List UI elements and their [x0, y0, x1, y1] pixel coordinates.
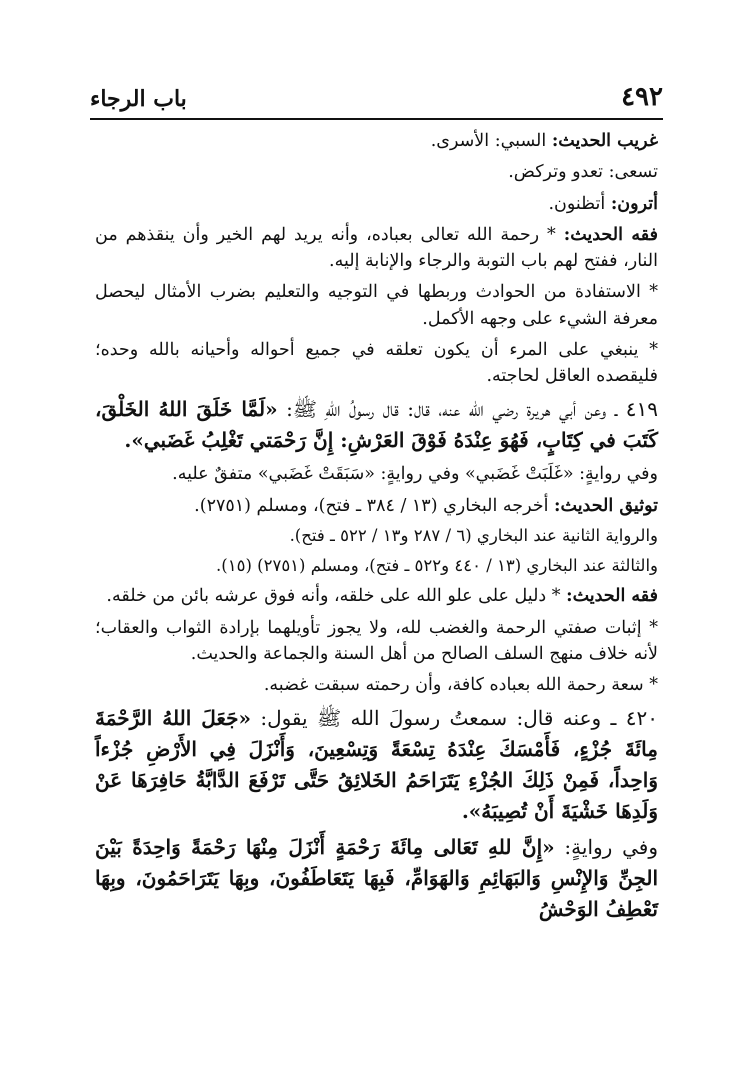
gharib-text-3: أتظنون. [548, 193, 606, 214]
riwaya-2-quote: «إِنَّ للهِ تَعَالى مِائَةَ رَحْمَةٍ أَنْزَلَ مِنْهَا رَحْمَةً وَاحِدَةً بَيْنَ الجِنِّ وَالإِنْسِ وَالبَهَائِمِ وَالهَوَامِّ، فَبِهَا يَتَعَاطَفُونَ، وبِهَا يَتَرَاحَمُونَ، وبِهَا تَعْطِفُ الوَحْشُ [95, 835, 658, 922]
fiqh-text-4: * دليل على علو الله على خلقه، وأنه فوق عرشه بائن من خلقه. [106, 586, 561, 607]
fiqh-heading-2: فقه الحديث: [566, 586, 658, 607]
running-header [90, 82, 663, 120]
riwaya-2-intro: وفي روايةٍ: [564, 835, 658, 860]
tawthiq-text-1: أخرجه البخاري (١٣ / ٣٨٤ ـ فتح)، ومسلم (٢٧٥١). [194, 495, 549, 516]
chapter-title: باب الرجاء [90, 86, 187, 112]
gharib-heading: غريب الحديث: [551, 131, 658, 151]
hadith-419 [95, 394, 713, 456]
fiqh-paragraph-3: * ينبغي على المرء أن يكون تعلقه في جميع أحواله وأحيانه بالله وحده؛ فليقصده العاقل لحاجته. [95, 339, 658, 386]
fiqh-paragraph-4 [95, 583, 713, 609]
fiqh-paragraph-1 [95, 222, 713, 275]
gharib-text-1: السبي: الأسرى. [430, 131, 547, 151]
hadith-419-intro: ٤١٩ ـ وعن أبي هريرة رضي الله عنه، قال: قال رسولُ اللهِ ﷺ: [286, 397, 658, 422]
hadith-420-intro: ٤٢٠ ـ وعنه قال: سمعتُ رسولَ الله ﷺ يقول: [260, 706, 658, 731]
fiqh-heading-1: فقه الحديث: [563, 224, 658, 245]
riwaya-1: وفي روايةٍ: «غَلَبَتْ غَضَبي» وفي روايةٍ: «سَبَقَتْ غَضَبي» متفقٌ عليه. [172, 464, 658, 485]
fiqh-text-1: * رحمة الله تعالى بعباده، وأنه يريد لهم الخير وأن ينقذهم من النار، ففتح لهم باب التوبة والرجاء والإنابة إليه. [95, 224, 658, 271]
tawthiq-line-1 [95, 493, 713, 519]
gharib-line-2: تسعى: تعدو وتركض. [508, 162, 658, 183]
tawthiq-line-2: والرواية الثانية عند البخاري (٦ / ٢٨٧ و١٣ / ٥٢٢ ـ فتح). [289, 525, 658, 545]
fiqh-paragraph-5: * إثبات صفتي الرحمة والغضب لله، ولا يجوز تأويلهما بإرادة الثواب والعقاب؛ لأنه خلاف منهج السلف الصالح من أهل السنة والجماعة والحديث. [95, 617, 658, 664]
fiqh-paragraph-2: * الاستفادة من الحوادث وربطها في التوجيه والتعليم بضرب الأمثال ليحصل معرفة الشيء على وجهه الأكمل. [95, 282, 658, 329]
hadith-420 [95, 703, 713, 827]
hadith-419-quote: «لَمَّا خَلَقَ اللهُ الخَلْقَ، كَتَبَ في كِتَابٍ، فَهُوَ عِنْدَهُ فَوْقَ العَرْشِ: إِنَّ رَحْمَتي تَغْلِبُ غَضَبي». [95, 397, 658, 453]
tawthiq-heading: توثيق الحديث: [554, 495, 658, 516]
gharib-line-3 [95, 191, 713, 217]
riwaya-2 [95, 832, 713, 925]
tawthiq-line-3: والثالثة عند البخاري (١٣ / ٤٤٠ و٥٢٢ ـ فتح)، ومسلم (٢٧٥١) (١٥). [216, 555, 658, 575]
page-number: ٤٩٢ [621, 82, 663, 112]
page-body [95, 128, 713, 930]
hadith-420-quote: «جَعَلَ اللهُ الرَّحْمَةَ مِائَةَ جُزْءٍ، فَأَمْسَكَ عِنْدَهُ تِسْعَةً وَتِسْعِينَ، وَأَنْزَلَ فِي الأَرْضِ جُزْءاً وَاحِداً، فَمِنْ ذَلِكَ الجُزْءِ يَتَرَاحَمُ الخَلائِقُ حَتَّى تَرْفَعَ الدَّابَّةُ حَافِرَهَا عَنْ وَلَدِهَا خَشْيَةَ أَنْ تُصِيبَهُ». [95, 706, 658, 824]
gharib-term-3: أترون: [610, 193, 658, 214]
gharib-line-1 [95, 128, 713, 154]
fiqh-paragraph-6: * سعة رحمة الله بعباده كافة، وأن رحمته سبقت غضبه. [263, 675, 658, 695]
